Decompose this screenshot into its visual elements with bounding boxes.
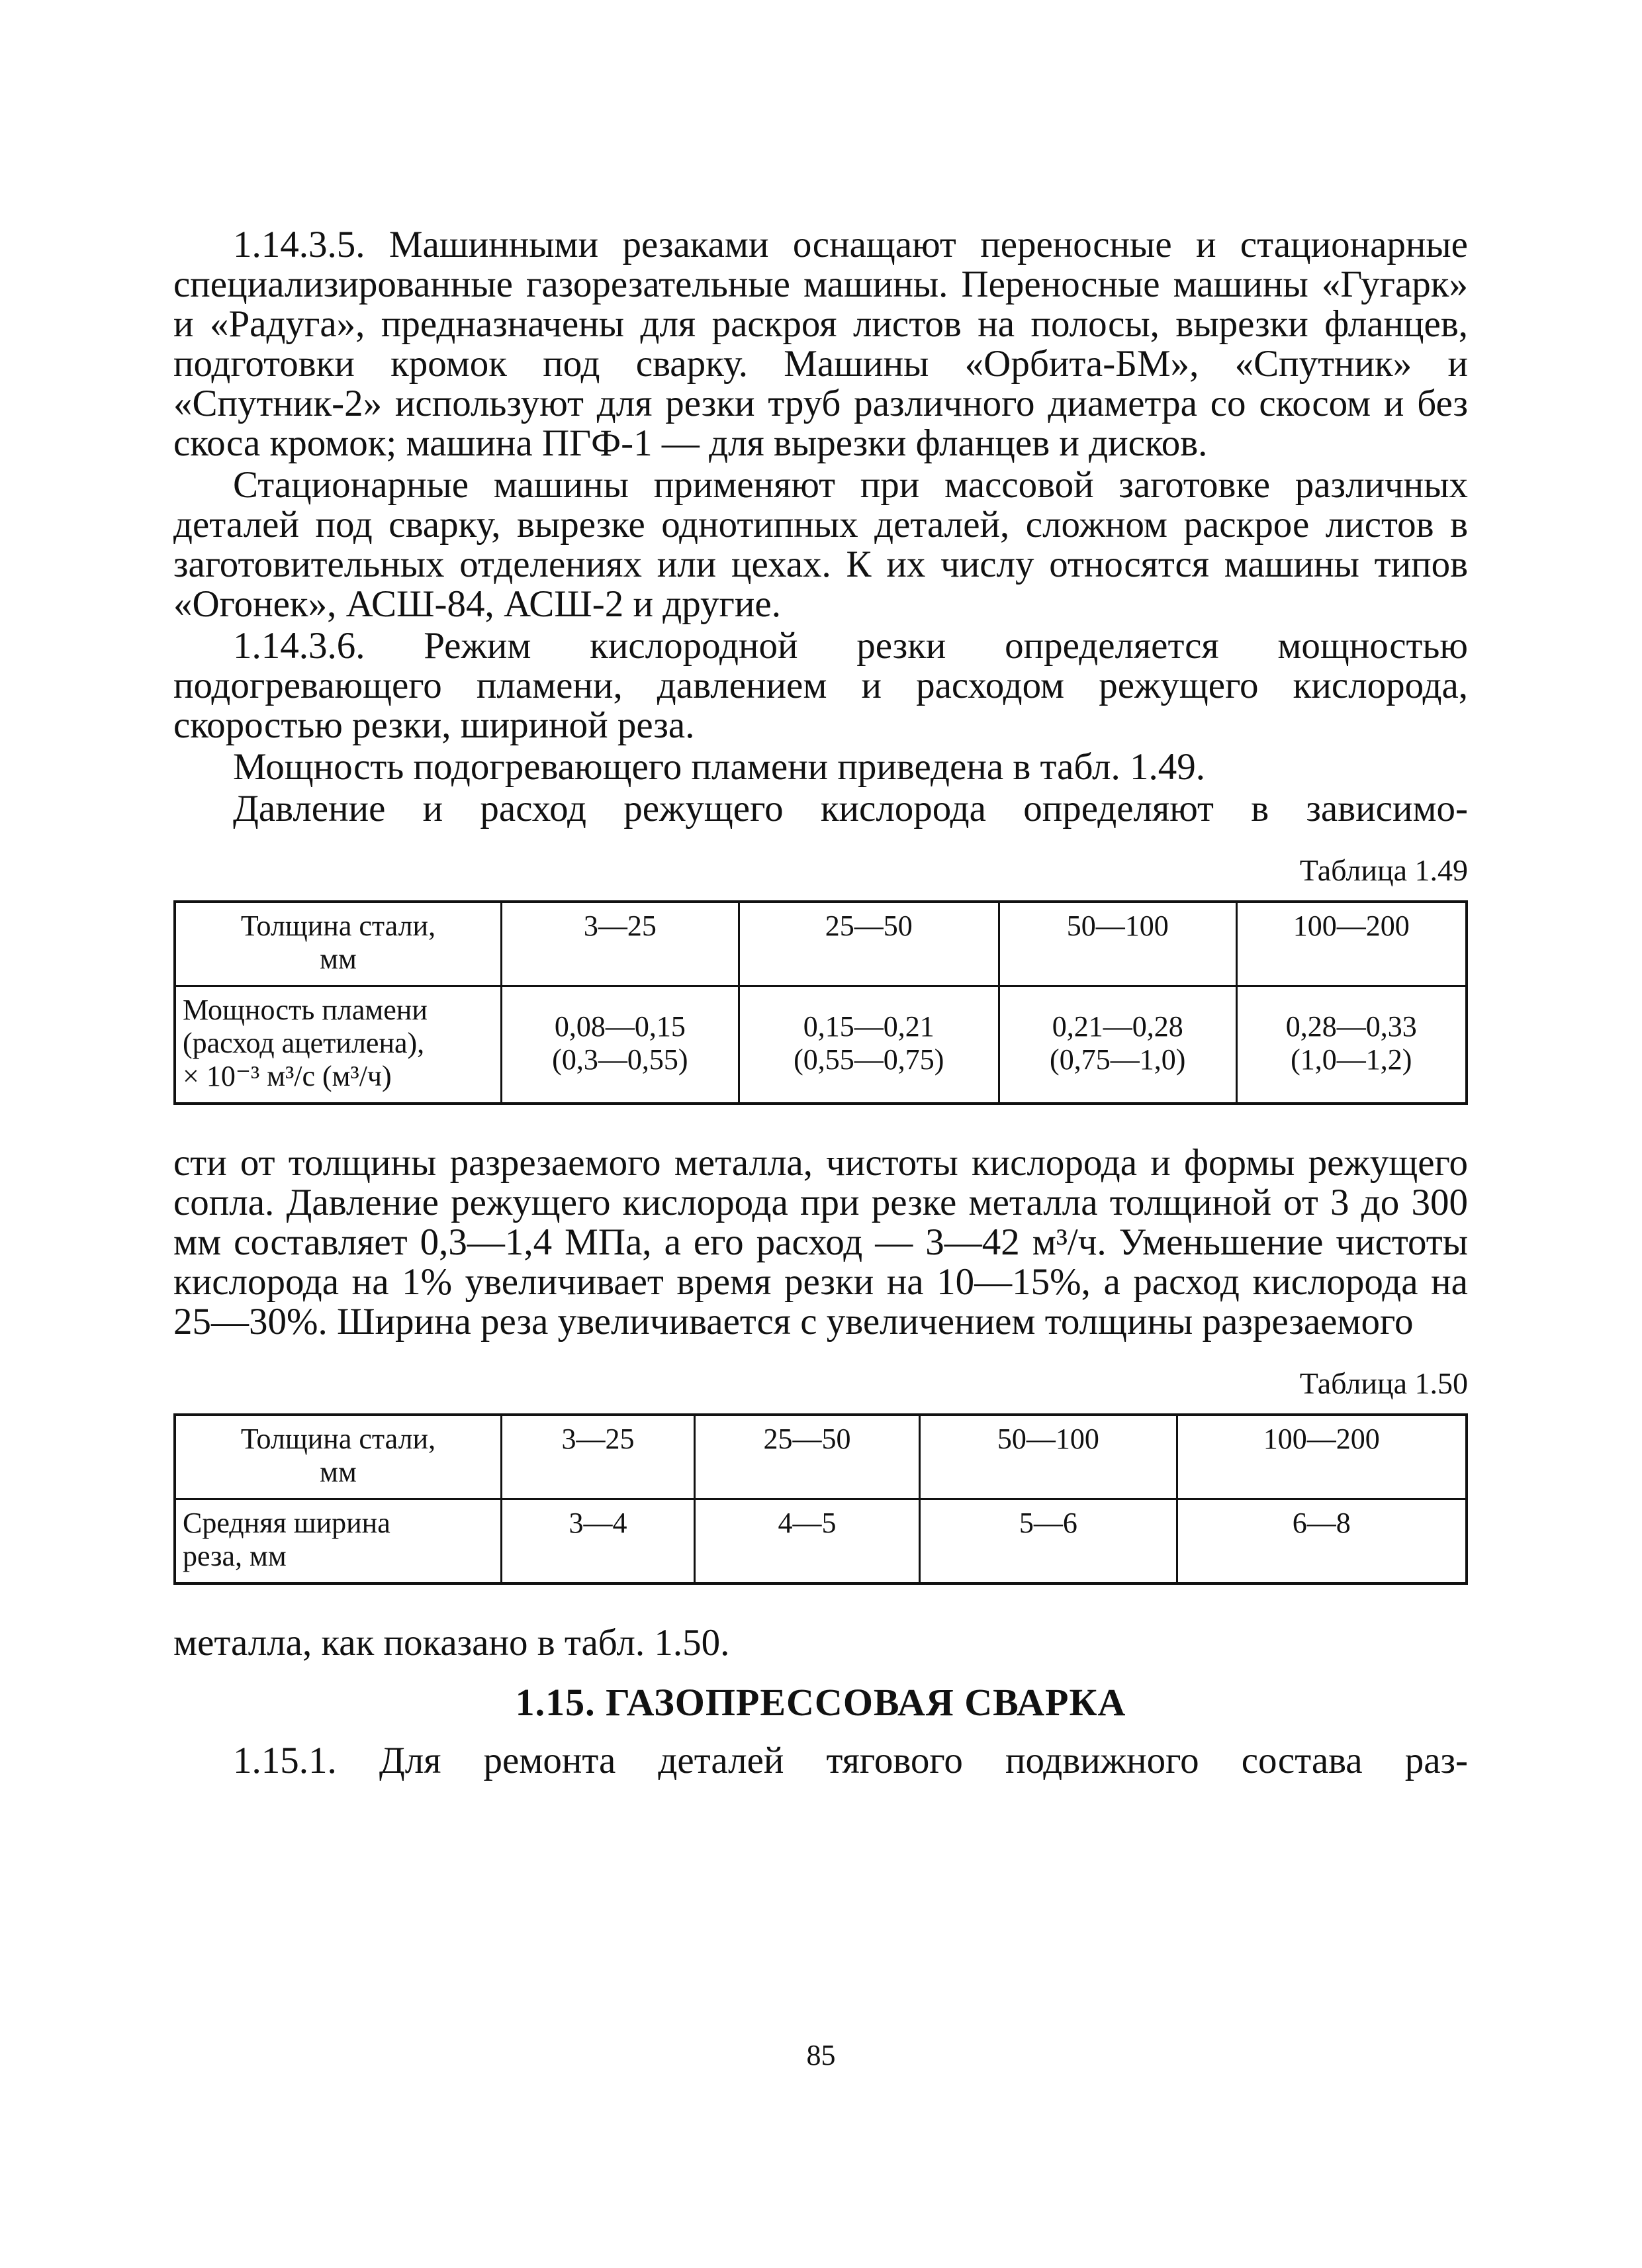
- paragraph-flame-power: Мощность подогревающего пламени приведена в табл. 1.49.: [233, 746, 1205, 788]
- cell-alt-value: (0,55—0,75): [794, 1043, 944, 1076]
- table-row-label: [175, 1499, 502, 1584]
- cell-main-value: 0,28—0,33: [1285, 1010, 1417, 1043]
- table-cell: 6—8: [1177, 1499, 1467, 1584]
- table-row-label: [175, 986, 502, 1104]
- table-cell: 3—4: [502, 1499, 695, 1584]
- row-label-line: Средняя ширина: [183, 1507, 390, 1539]
- paragraph-1-14-3-5: 1.14.3.5. Машинными резаками оснащают переносные и стационарные специализированные газорезательные машины. Переносные машины «Гугарк» и «Радуга», предназначены для раскроя листов на полосы, вырезки фланцев, подготовки кромок под сварку. Машины «Орбита-БМ», «Спутник» и «Спутник-2» используют для резки труб различного диаметра со скосом и без скоса кромок; машина ПГФ-1 — для вырезки фланцев и дисков.: [173, 224, 1468, 464]
- table-header-cell: 25—50: [694, 1415, 919, 1499]
- table-header-label: [175, 1415, 502, 1499]
- cell-alt-value: (0,3—0,55): [552, 1043, 688, 1076]
- table-header-label: [175, 902, 502, 986]
- table-cell: 5—6: [920, 1499, 1177, 1584]
- paragraph-1-15-1: 1.15.1. Для ремонта деталей тягового подвижного состава раз-: [233, 1740, 1468, 1781]
- table-1-49-caption: Таблица 1.49: [1299, 853, 1468, 887]
- cell-alt-value: (0,75—1,0): [1050, 1043, 1186, 1076]
- row-label-line: Мощность пламени: [183, 994, 428, 1026]
- page-number: 85: [806, 2039, 836, 2071]
- table-cell: 4—5: [694, 1499, 919, 1584]
- header-label-line: Толщина стали,: [240, 910, 436, 942]
- table-1-50: [173, 1413, 1468, 1585]
- cell-main-value: 0,21—0,28: [1052, 1010, 1183, 1043]
- row-label-line: (расход ацетилена),: [183, 1027, 425, 1059]
- table-row: [175, 1499, 1467, 1584]
- page-content: [173, 225, 1468, 1783]
- table-header-cell: 3—25: [502, 1415, 695, 1499]
- table-header-cell: 100—200: [1177, 1415, 1467, 1499]
- cell-main-value: 0,08—0,15: [554, 1010, 686, 1043]
- paragraph-1-14-3-6: 1.14.3.6. Режим кислородной резки определяется мощностью подогревающего пламени, давлением и расходом режущего кислорода, скоростью резки, шириной реза.: [173, 625, 1468, 746]
- table-header-cell: 100—200: [1236, 902, 1467, 986]
- table-1-49: [173, 900, 1468, 1105]
- table-cell: [999, 986, 1236, 1104]
- paragraph-table-reference: металла, как показано в табл. 1.50.: [173, 1622, 730, 1664]
- paragraph-pressure-continued: сти от толщины разрезаемого металла, чистоты кислорода и формы режущего сопла. Давление режущего кислорода при резке металла толщиной от 3 до 300 мм составляет 0,3—1,4 МПа, а его расход — 3—42 м³/ч. Уменьшение чистоты кислорода на 1% увеличивает время резки на 10—15%, а расход кислорода на 25—30%. Ширина реза увеличивается с увеличением толщины разрезаемого: [173, 1142, 1468, 1343]
- table-row: [175, 1415, 1467, 1499]
- table-header-cell: 50—100: [999, 902, 1236, 986]
- table-row: [175, 986, 1467, 1104]
- row-label-line: реза, мм: [183, 1540, 287, 1572]
- table-cell: [1236, 986, 1467, 1104]
- row-label-line: × 10⁻³ м³/с (м³/ч): [183, 1060, 392, 1092]
- paragraph-stationary-machines: Стационарные машины применяют при массовой заготовке различных деталей под сварку, вырезке однотипных деталей, сложном раскрое листов в заготовительных отделениях или цехах. К их числу относятся машины типов «Огонек», АСШ-84, АСШ-2 и другие.: [173, 464, 1468, 625]
- cell-alt-value: (1,0—1,2): [1291, 1043, 1412, 1076]
- header-label-line: мм: [320, 1456, 357, 1488]
- paragraph-pressure-start: Давление и расход режущего кислорода определяют в зависимо-: [233, 788, 1468, 829]
- header-label-line: Толщина стали,: [240, 1423, 436, 1455]
- table-1-50-caption: Таблица 1.50: [1299, 1366, 1468, 1400]
- table-header-cell: 50—100: [920, 1415, 1177, 1499]
- table-cell: [502, 986, 739, 1104]
- table-row: [175, 902, 1467, 986]
- header-label-line: мм: [320, 943, 357, 975]
- cell-main-value: 0,15—0,21: [803, 1010, 935, 1043]
- section-title: 1.15. ГАЗОПРЕССОВАЯ СВАРКА: [515, 1681, 1126, 1724]
- table-header-cell: 25—50: [739, 902, 999, 986]
- table-header-cell: 3—25: [502, 902, 739, 986]
- table-cell: [739, 986, 999, 1104]
